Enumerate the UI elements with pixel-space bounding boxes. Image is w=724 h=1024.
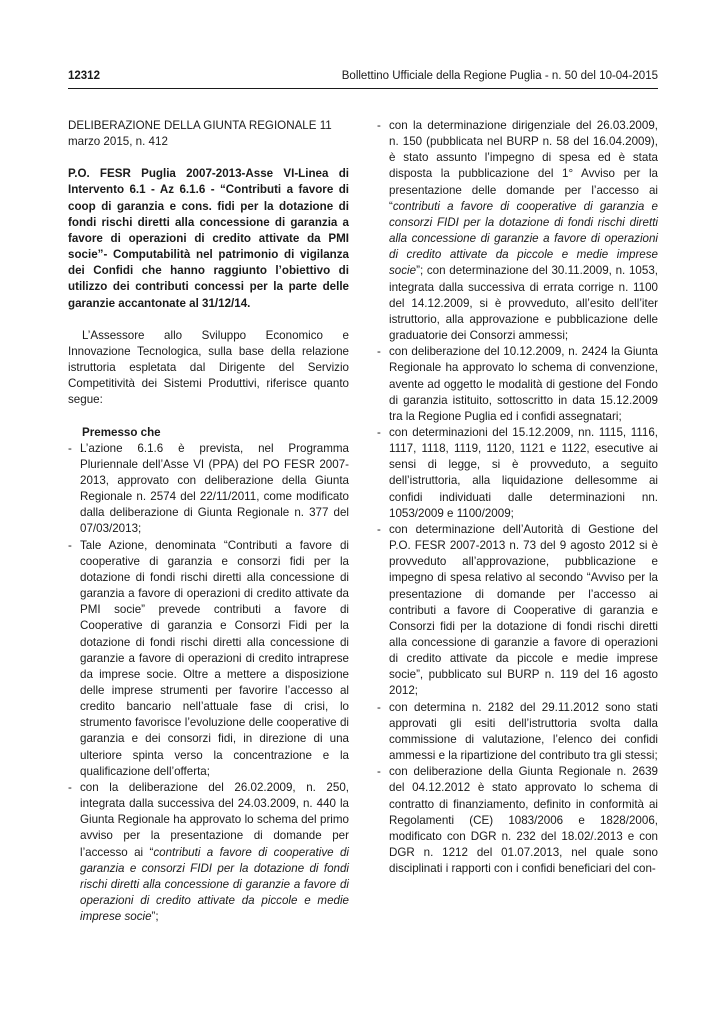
list-item — [377, 764, 658, 877]
continued-list — [377, 118, 658, 877]
header-rule — [68, 88, 658, 89]
list-item-text: con determinazioni del 15.12.2009, nn. 1115, 1116, 1117, 1118, 1119, 1120, 1121 e 1122, esecutive ai sensi di legge, si è provveduto, a seguito dell’istruttoria, alla liquidazione dellesomme ai confidi individuati dalle determinazioni nn. 1053/2009 e 1100/2009; — [389, 425, 658, 520]
publication-title: Bollettino Ufficiale della Regione Puglia - n. 50 del 10-04-2015 — [341, 70, 658, 82]
list-item-text: con deliberazione del 10.12.2009, n. 2424 la Giunta Regionale ha approvato lo schema di convenzione, avente ad oggetto le modalità di gestione del Fondo di garanzia istituito, sottoscritto in data 15.12.2009 tra la Regione Puglia ed i confidi assegnatari; — [389, 345, 658, 423]
list-item — [377, 118, 658, 344]
list-item-text: con la deliberazione del 26.02.2009, n. 250, integrata dalla successiva del 24.03.2009, n. 440 la Giunta Regionale ha approvato lo schema del primo avviso per la presentazione di domande per l’accesso ai “ — [80, 780, 349, 859]
list-item-text: ”; con determinazione del 30.11.2009, n. 1053, integrata dalla successiva di errata corrige n. 1100 del 14.12.2009, si è provveduto, all’esito dell’iter istruttorio, alla approvazione e pubblicazione delle graduatorie dei Consorzi ammessi; — [389, 264, 658, 343]
list-item-text: con la determinazione dirigenziale del 26.03.2009, n. 150 (pubblicata nel BURP n. 58 del 16.04.2009), è stato assunto l’impegno di spesa ed è stata disposta la pubblicazione del 1° Avviso per la presentazione delle domande per l’accesso ai “ — [389, 119, 658, 213]
list-item — [377, 344, 658, 425]
deliberation-title: DELIBERAZIONE DELLA GIUNTA REGIONALE 11 marzo 2015, n. 412 — [68, 119, 332, 149]
list-item — [68, 780, 349, 925]
premesso-list — [68, 441, 349, 926]
list-item — [377, 700, 658, 765]
list-item — [377, 425, 658, 522]
right-column — [377, 118, 658, 877]
list-item — [68, 441, 349, 538]
list-item — [68, 538, 349, 780]
list-item-italic: contributi a favore di cooperative di garanzia e consorzi FIDI per la dotazione di fondi rischi diretti alla concessione di garanzie a favore di operazioni di credito attivate da piccole e medie imprese socie — [389, 199, 658, 278]
deliberation-subject: P.O. FESR Puglia 2007-2013-Asse VI-Linea di Intervento 6.1 - Az 6.1.6 - “Contributi a favore di coop di garanzia e cons. fidi per la dotazione di fondi rischi diretti alla concessione di garanzia a favore di operazioni di credito attivate da PMI socie”- Computabilità nel patrimonio di vigilanza dei Confidi che hanno raggiunto l’obiettivo di utilizzo dei contributi concessi per la parte delle garanzie accantonate al 31/12/14. — [68, 167, 349, 310]
list-item-text: con determina n. 2182 del 29.11.2012 sono stati approvati gli esiti dell’istruttoria svolta dalla commissione di valutazione, l’elenco dei confidi ammessi e la ripartizione del contributo tra gli stessi; — [389, 700, 658, 763]
list-item — [377, 522, 658, 700]
list-item-text: con deliberazione della Giunta Regionale n. 2639 del 04.12.2012 è stato approvato lo schema di contratto di finanziamento, definito in conformità ai Regolamenti (CE) 1083/2006 e 1828/2006, modificato con DGR n. 232 del 18.02/.2013 e con DGR n. 1212 del 01.07.2013, nel quale sono disciplinati i rapporti con i confidi beneficiari del con- — [389, 765, 658, 876]
left-column — [68, 118, 349, 925]
intro-paragraph: L’Assessore allo Sviluppo Economico e Innovazione Tecnologica, sulla base della relazione istruttoria espletata dal Dirigente del Servizio Competitività dei Sistemi Produttivi, riferisce quanto segue: — [68, 328, 349, 407]
list-item-text: L’azione 6.1.6 è prevista, nel Programma Pluriennale dell’Asse VI (PPA) del PO FESR 2007- 2013, approvato con deliberazione della Giunta Regionale n. 2574 del 22/11/2011, come modificato dalla deliberazione di Giunta Regionale n. 377 del 07/03/2013; — [80, 441, 349, 536]
list-item-text: ”; — [151, 910, 159, 924]
page-number: 12312 — [68, 70, 100, 82]
list-item-italic: contributi a favore di cooperative di garanzia e consorzi FIDI per la dotazione di fondi rischi diretti alla concessione di garanzie a favore di operazioni di credito attivate da piccole e medie imprese socie — [80, 845, 350, 924]
list-item-text: Tale Azione, denominata “Contributi a favore di cooperative di garanzia e consorzi fidi per la dotazione di fondi rischi diretti alla concessione di garanzia a favore di operazioni di credito attivate da PMI socie” prevede contributi a favore di Cooperative di garanzia e Consorzi Fidi per la dotazione di fondi rischi diretti alla concessione di garanzie a favore di operazioni di credito intraprese da imprese socie. Oltre a mettere a disposizione delle imprese strumenti per favorire l’accesso al credito bancario nell’attuale fase di crisi, lo strumento favorisce l’evoluzione delle cooperative di garanzia e dei consorzi fidi, in direzione di una ulteriore spinta verso la concentrazione e la qualificazione dell’offerta; — [80, 538, 349, 778]
list-item-text: con determinazione dell’Autorità di Gestione del P.O. FESR 2007-2013 n. 73 del 9 agosto 2012 si è provveduto all’approvazione, pubblicazione e impegno di spesa relativo al secondo “Avviso per la presentazione di domande per l’accesso ai contributi a favore di Cooperative di garanzia e Consorzi fidi per la dotazione di fondi rischi diretti alla concessione di garanzie a favore di operazioni di credito attivate da piccole e medie imprese socie”, pubblicato sul BURP n. 119 del 16 agosto 2012; — [389, 522, 658, 698]
premesso-heading: Premesso che — [82, 425, 161, 439]
